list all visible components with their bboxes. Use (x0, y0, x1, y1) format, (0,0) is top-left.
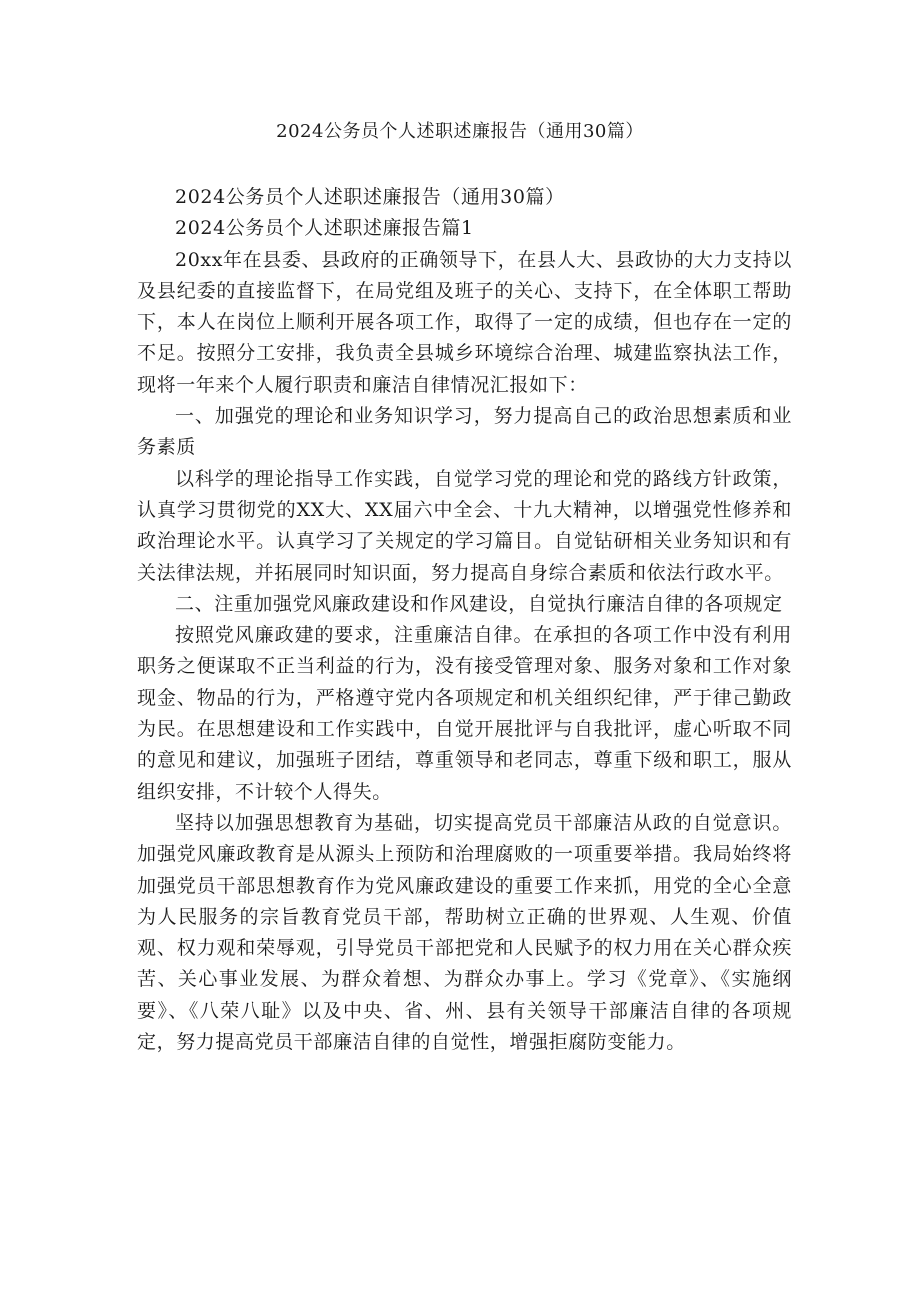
paragraph-section-heading: 2024公务员个人述职述廉报告篇1 (175, 217, 474, 240)
document-title: 2024公务员个人述职述廉报告（通用30篇） (276, 121, 644, 142)
paragraph-subtitle: 2024公务员个人述职述廉报告（通用30篇） (175, 186, 565, 208)
document-body (137, 182, 792, 1058)
paragraph-heading-one: 一、加强党的理论和业务知识学习，努力提高自己的政治思想素质和业务素质 (137, 405, 792, 459)
paragraph-education: 坚持以加强思想教育为基础，切实提高党员干部廉洁从政的自觉意识。加强党风廉政教育是从源头上预防和治理腐败的一项重要举措。我局始终将加强党员干部思想教育作为党风廉政建设的重要工作来抓，用党的全心全意为人民服务的宗旨教育党员干部，帮助树立正确的世界观、人生观、价值观、权力观和荣辱观，引导党员干部把党和人民赋予的权力用在关心群众疾苦、关心事业发展、为群众着想、为群众办事上。学习《党章》、《实施纲要》、《八荣八耻》以及中央、省、州、县有关领导干部廉洁自律的各项规定，努力提高党员干部廉洁自律的自觉性，增强拒腐防变能力。 (137, 811, 792, 1054)
paragraph-intro: 20xx年在县委、县政府的正确领导下，在县人大、县政协的大力支持以及县纪委的直接监督下，在局党组及班子的关心、支持下，在全体职工帮助下，本人在岗位上顺利开展各项工作，取得了一定的成绩，但也存在一定的不足。按照分工安排，我负责全县城乡环境综合治理、城建监察执法工作，现将一年来个人履行职责和廉洁自律情况汇报如下： (137, 248, 792, 396)
paragraph-integrity: 按照党风廉政建的要求，注重廉洁自律。在承担的各项工作中没有利用职务之便谋取不正当利益的行为，没有接受管理对象、服务对象和工作对象现金、物品的行为，严格遵守党内各项规定和机关组织纪律，严于律己勤政为民。在思想建设和工作实践中，自觉开展批评与自我批评，虚心听取不同的意见和建议，加强班子团结，尊重领导和老同志，尊重下级和职工，服从组织安排，不计较个人得失。 (137, 624, 792, 803)
paragraph-heading-two: 二、注重加强党风廉政建设和作风建设，自觉执行廉洁自律的各项规定 (175, 592, 783, 615)
paragraph-study: 以科学的理论指导工作实践，自觉学习党的理论和党的路线方针政策，认真学习贯彻党的XX大、XX届六中全会、十九大精神，以增强党性修养和政治理论水平。认真学习了关规定的学习篇目。自觉钻研相关业务知识和有关法律法规，并拓展同时知识面，努力提高自身综合素质和依法行政水平。 (137, 467, 792, 584)
